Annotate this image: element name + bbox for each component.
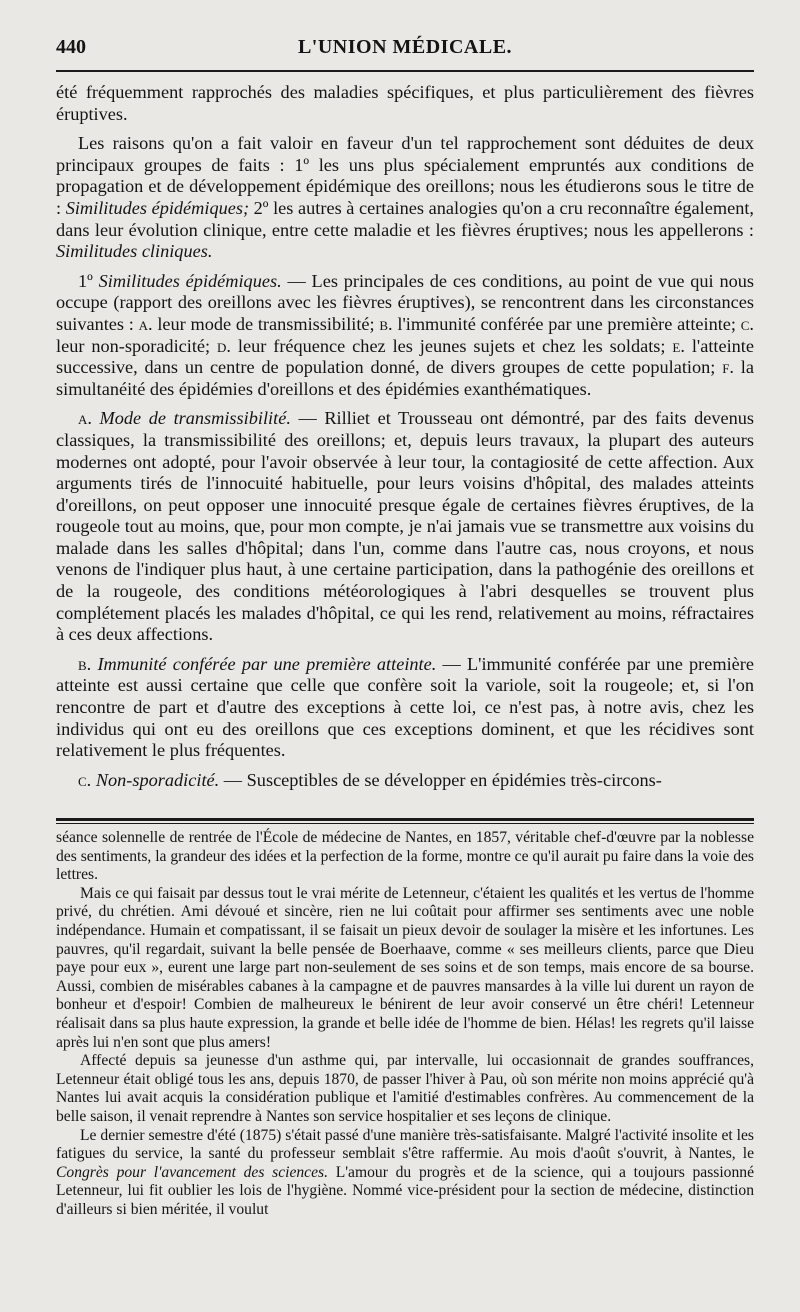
feuilleton-rule-thin <box>56 823 754 824</box>
paragraph-text: Les raisons qu'on a fait valoir en faveur d'un tel rapprochement sont déduites de deux principaux groupes de faits : 1º les uns plus spécialement empruntés aux conditions de propagation et de développement épidémique des oreillons; nous les étudierons sous le titre de : <box>56 133 754 218</box>
italic-term: Similitudes épidémiques; <box>65 197 250 218</box>
item-letter: e. <box>672 335 685 356</box>
note-paragraph <box>56 829 754 885</box>
paragraph-similitudes-epidemiques <box>56 271 754 401</box>
item-letter: f. <box>722 357 734 378</box>
paragraph-text: leur mode de transmissibilité; <box>152 313 380 334</box>
running-title: L'UNION MÉDICALE. <box>297 36 513 58</box>
item-letter: a. <box>78 408 92 429</box>
item-letter: c. <box>740 313 754 334</box>
paragraph-non-sporadicite <box>56 770 754 792</box>
item-letter: c. <box>78 769 92 790</box>
item-letter: b. <box>379 313 393 334</box>
section-heading: Immunité conférée par une première atteinte. <box>97 653 437 674</box>
paragraph-text: — Les principales de ces conditions, au point de vue qui nous occupe (rapport des oreillons avec les fièvres éruptives), se rencontrent dans les circonstances suivantes : <box>56 270 754 334</box>
paragraph-continuation <box>56 82 754 125</box>
note-text: Affecté depuis sa jeunesse d'un asthme qui, par intervalle, lui occasionnait de grandes souffrances, Letenneur était obligé tous les ans, depuis 1870, de passer l'hiver à Pau, où son mérite non moins apprécié qu'à Nantes lui avait acquis la considération publique et l'amitié d'estimables confrères. Au commencement de la belle saison, il venait reprendre à Nantes son service hospitalier et ses leçons de clinique. <box>56 1052 754 1125</box>
section-number: 1º <box>78 270 99 291</box>
paragraph-text: 2º les autres à certaines analogies qu'on a cru reconnaître également, dans leur évolution clinique, entre cette maladie et les fièvres éruptives; nous les appellerons : <box>56 197 754 240</box>
paragraph-text: la simultanéité des épidémies d'oreillons et des épidémies exanthématiques. <box>56 357 754 399</box>
paragraph-text: — Rilliet et Trousseau ont démontré, par des faits devenus classiques, la transmissibilité des oreillons; et, depuis leurs travaux, la plupart des auteurs modernes ont adopté, pour l'avoir observée à leur tour, la contagiosité de cette affection. Aux arguments tirés de l'innocuité habituelle, pour leurs voisins d'hôpital, des malades atteints d'oreillons, on peut opposer une innocuité presque égale de certaines fièvres éruptives, de la rougeole tout au moins, que, pour mon compte, je n'ai jamais vue se transmettre aux voisins du malade dans les salles d'hôpital; dans l'un, comme dans l'autre cas, nous croyons, et nous venons de l'indiquer plus haut, à une certaine participation, dans la pathogénie des oreillons et de la rougeole, des conditions météorologiques à l'abri desquelles se trouvent plus complétement placés les malades d'hôpital, ce qui les rend, relativement au moins, réfractaires à ces deux affections. <box>56 408 754 645</box>
note-text: séance solennelle de rentrée de l'École de médecine de Nantes, en 1857, véritable chef-d'œuvre par la noblesse des sentiments, la grandeur des idées et la perfection de la forme, montre ce qu'il aurait pu faire dans la voie des lettres. <box>56 829 754 884</box>
feuilleton-text <box>56 829 754 1219</box>
italic-term: Similitudes cliniques. <box>56 241 213 262</box>
note-text: Mais ce qui faisait par dessus tout le vrai mérite de Letenneur, c'étaient les qualités et les vertus de l'homme privé, du chrétien. Ami dévoué et sincère, rien ne lui coûtait pour affirmer ses sentiments avec une noble indépendance. Humain et compatissant, il se faisait un pieux devoir de soulager la misère et les infortunes. Les pauvres, qu'il regardait, suivant la belle pensée de Boerhaave, comme « ses meilleurs clients, parce que Dieu paye pour eux », eurent une large part non-seulement de ses soins et de son temps, mais encore de sa bourse. Aussi, combien de misérables cabanes à la campagne et de pauvres mansardes à la ville lui durent un rayon de bonheur et d'espoir! Combien de malheureux le bénirent de leur avoir conservé un être chéri! Letenneur réalisait dans sa plus haute expression, la grande et belle idée de l'homme de bien. Hélas! les regrets qu'il laisse après lui n'en sont que plus amers! <box>56 884 754 1051</box>
header-rule <box>56 70 754 72</box>
paragraph-text: l'immunité conférée par une première atteinte; <box>392 313 741 334</box>
italic-title: Congrès pour l'avancement des sciences. <box>56 1163 328 1181</box>
section-heading: Non-sporadicité. <box>95 769 220 790</box>
note-paragraph <box>56 1127 754 1220</box>
paragraph-immunite <box>56 654 754 762</box>
paragraph-text: — Susceptibles de se développer en épidémies très-circons- <box>219 769 662 790</box>
page-header <box>56 36 754 66</box>
item-letter: a. <box>138 313 153 334</box>
paragraph-text: — L'immunité conférée par une première atteinte est aussi certaine que celle que confère soit la variole, soit la rougeole; et, si l'on rencontre de part et d'autre des exceptions à cette loi, ce n'est pas, à notre avis, chez les individus qui ont eu des oreillons que ces exceptions dominent, et que les récidives sont relativement le plus fréquentes. <box>56 653 754 761</box>
paragraph-text: leur fréquence chez les jeunes sujets et chez les soldats; <box>231 335 673 356</box>
paragraph-text: leur non-sporadicité; <box>56 335 218 356</box>
main-text <box>56 82 754 791</box>
feuilleton-rule-thick <box>56 818 754 821</box>
paragraph-text: été fréquemment rapprochés des maladies spécifiques, et plus particulièrement des fièvres éruptives. <box>56 82 754 124</box>
note-paragraph <box>56 1052 754 1126</box>
paragraph-text: l'atteinte successive, dans un centre de population donné, de divers groupes de cette population; <box>56 335 754 378</box>
paragraph-mode-transmissibilite <box>56 408 754 646</box>
note-text: L'amour du progrès et de la science, qui a toujours passionné Letenneur, lui fit oublier les lois de l'hygiène. Nommé vice-président pour la section de médecine, distinction d'ailleurs si bien méritée, il voulut <box>56 1163 754 1218</box>
item-letter: d. <box>217 335 231 356</box>
section-heading: Similitudes épidémiques. <box>98 270 282 291</box>
note-paragraph <box>56 885 754 1052</box>
note-text: Le dernier semestre d'été (1875) s'était passé d'une manière très-satisfaisante. Malgré l'activité insolite et les fatigues du service, la santé du professeur semblait s'être raffermie. Au mois d'août s'ouvrit, à Nantes, le <box>56 1126 754 1163</box>
page-number: 440 <box>56 36 86 58</box>
section-heading: Mode de transmissibilité. <box>99 408 291 429</box>
item-letter: b. <box>78 653 92 674</box>
paragraph-reasons <box>56 133 754 263</box>
